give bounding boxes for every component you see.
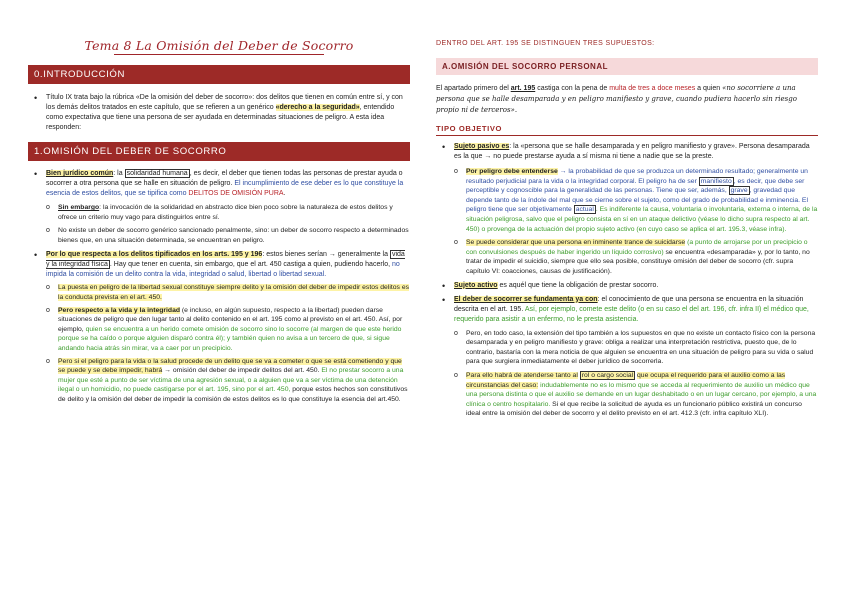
boxed-term: grave bbox=[730, 187, 748, 195]
section-heading-omision: 1.OMISIÓN DEL DEBER DE SOCORRO bbox=[28, 142, 410, 161]
no-existe-text: No existe un deber de socorro genérico sancionado penalmente, sino: un deber de socorro respecto a determinados bienes que, en una situación determinada, se encuentran en peligro. bbox=[58, 227, 409, 244]
intro-text-2: , entendido como expectativa que tiene una persona de ser ayudada en determinadas situaciones de peligro. A esta idea responden: bbox=[46, 104, 395, 131]
deber-fundamento-example: Así, por ejemplo, comete este delito (o en su caso el del art. 196, cfr. infra II) el médico que, requerido para asistir a un enfermo, no le presta asistencia. bbox=[454, 305, 809, 323]
sub-item-rol bbox=[436, 371, 818, 419]
arts-text: : estos bienes serían → generalmente la bbox=[262, 251, 388, 259]
list-item-sujeto-activo bbox=[436, 281, 818, 291]
boxed-term: actual bbox=[575, 206, 594, 214]
deber-fundamento-label: El deber de socorrer se fundamenta ya con bbox=[454, 295, 598, 303]
list-item-intro bbox=[28, 93, 410, 133]
apartado-pena: multa de tres a doce meses bbox=[609, 85, 696, 92]
libertad-sexual-text: La puesta en peligro de la libertad sexual constituye siempre delito y la omisión del deber de impedir estos delitos es la conducta prevista en el art. 450. bbox=[58, 284, 409, 301]
boxed-term: manifiesto bbox=[700, 177, 732, 185]
apartado-text-3: a quien bbox=[697, 85, 721, 92]
peligro-delito-text: → omisión del deber de impedir delitos del art. 450. bbox=[162, 367, 320, 375]
peligro-delito-label: Pero si el peligro para la vida o la salud procede de un delito que se va a cometer o que se está cometiendo y que se puede y se debe impedir, habrá bbox=[58, 357, 402, 375]
apartado-quote: «no socorriere a una persona que se halle desamparada y en peligro manifiesto y grave, cuando pudiera hacerlo sin riesgo propio ni de terceros». bbox=[436, 84, 797, 114]
sub-item-sin-embargo bbox=[28, 203, 410, 222]
pero-text: Pero, en todo caso, la extensión del tipo también a los supuestos en que no existe un contacto físico con la persona desamparada y en peligro manifiesto y grave: obliga a realizar una interpretación restrictiva, puesto que, de lo contrario, bastaría con la mera noticia de que alguien se encuentra en una situación de peligro para su vida o salud para que surgiera inmediatamente el deber jurídico de socorrerla. bbox=[466, 329, 816, 366]
peligro-delito-end: porque estos hechos son constitutivos de delito y la omisión del deber de impedir la comisión de estos delitos es lo que constituye la esencia del art.450. bbox=[58, 386, 408, 403]
right-column bbox=[436, 0, 818, 419]
sub-item-pero bbox=[436, 329, 818, 367]
sujeto-pasivo-label: Sujeto pasivo es bbox=[454, 143, 510, 150]
bien-juridico-label: Bien jurídico común bbox=[46, 170, 114, 177]
intro-text-1: Título IX trata bajo la rúbrica «De la omisión del deber de socorro»: dos delitos que tienen en común entre sí, y con los demás delitos tratados en este capítulo, que se refieren a un genérico bbox=[46, 94, 403, 111]
sub-item-peligro-delito bbox=[28, 357, 410, 405]
tipo-objetivo-heading: TIPO OBJETIVO bbox=[436, 124, 818, 136]
sub-item-no-existe bbox=[28, 226, 410, 245]
section-heading-introduccion: 0.INTRODUCCIÓN bbox=[28, 65, 410, 84]
peligro-text-3: , gravedad que depende tanto de la índole del mal que se cierne sobre el sujeto, como del grado de probabilidad e inminencia. El peligro tiene que ser objetivamente bbox=[466, 187, 808, 214]
sub-item-libertad-sexual bbox=[28, 283, 410, 302]
boxed-term: solidaridad humana bbox=[126, 170, 188, 177]
sub-item-suicidio bbox=[436, 238, 818, 276]
deber-fundamento-text: : el conocimiento de que una persona se encuentra en la situación descrita en el art. 195. bbox=[454, 295, 804, 313]
sub-item-peligro bbox=[436, 167, 818, 234]
arts-label: Por lo que respecta a los delitos tipificados en los arts. 195 y 196 bbox=[46, 251, 263, 259]
rol-end: Si el que recibe la solicitud de ayuda es un funcionario público existirá un concurso ideal entre la omisión del deber de socorro y el delito previsto en el art. 412.3 (cfr. infra capítulo XLI). bbox=[466, 400, 802, 418]
section-heading-omision-socorro-personal: A.OMISIÓN DEL SOCORRO PERSONAL bbox=[436, 58, 818, 75]
left-column bbox=[28, 0, 410, 405]
sin-embargo-text: : la invocación de la solidaridad en abstracto dice bien poco sobre la naturaleza de estos delitos y ofrece un criterio muy vago para distinguirlos entre sí. bbox=[58, 204, 393, 221]
suicidio-example: (a punto de arrojarse por un precipicio o con convulsiones después de haber ingerido un líquido corrosivo) bbox=[466, 239, 808, 256]
sub-item-vida-integridad bbox=[28, 306, 410, 354]
sujeto-pasivo-text: : la «persona que se halle desamparada y en peligro manifiesto y grave». Persona desamparada es la que → no puede prestarse ayuda a sí misma ni tiene a nadie que se la preste. bbox=[454, 143, 810, 160]
list-item-bien-juridico: • Bien jurídico común: la solidaridad humana , es decir, el deber que tienen todas las personas de prestar ayuda o socorrer a otra persona que se halle en situación de peligro. El incumplimiento de ese deber es lo que constituye la esencia de estos delitos, que se tipifica como DELITOS DE OMISIÓN PURA. bbox=[28, 169, 410, 199]
rol-text: Para ello habrá de atenderse tanto al bbox=[466, 371, 578, 379]
bien-juridico-blue: El incumplimiento de ese deber es lo que constituye la esencia de estos delitos, que se tipifica como bbox=[46, 180, 404, 197]
peligro-delito-example: El no prestar socorro a una mujer que esté a punto de ser víctima de una agresión sexual, o a alguien que va a ser víctima de una detención ilegal o un homicidio, no puede castigarse por el art. 195, sino por el art. 450, bbox=[58, 367, 404, 394]
apartado-text-1: El apartado primero del bbox=[436, 85, 509, 92]
peligro-text-2: , es decir, que debe ser perceptible y cognoscible para la generalidad de las personas. Tiene que ser, además, bbox=[466, 177, 805, 195]
bien-juridico-text-1: : la bbox=[113, 170, 123, 177]
peligro-label: Por peligro debe entenderse bbox=[466, 168, 558, 175]
boxed-term: rol o cargo social bbox=[581, 371, 634, 379]
rol-text-2: que ocupa el requerido para el auxilio como a las circunstancias del caso: bbox=[466, 371, 786, 389]
page-title: Tema 8 La Omisión del Deber de Socorro bbox=[28, 38, 410, 54]
list-item-sujeto-pasivo bbox=[436, 142, 818, 162]
vida-integridad-example: quien se encuentra a un herido comete omisión de socorro sino lo socorre (al margen de que este herido porque se ha caído o porque alguien disparó contra él); y también quien no avisa a un tercero de que, si sigue andando hacia atrás sin mirar, va a caer por un precipicio. bbox=[58, 325, 402, 352]
arts-blue: no impida la comisión de un delito contra la vida, integridad o salud, libertad o libertad sexual. bbox=[46, 261, 400, 279]
supuestos-intro: DENTRO DEL ART. 195 SE DISTINGUEN TRES SUPUESTOS: bbox=[436, 40, 655, 47]
sin-embargo-label: Sin embargo bbox=[58, 204, 100, 211]
vida-integridad-text: (e incluso, en algún supuesto, respecto a la libertad) pueden darse situaciones de peligro que den lugar tanto al delito contenido en el art. 195 como al previsto en el art. 450. Así, por ejemplo, bbox=[58, 306, 403, 333]
suicidio-text-2: se encuentra «desamparada» y, por lo tanto, no tratar de impedir el suicidio, siempre que ello sea posible, constituye omisión del deber de socorro (cfr. supra capítulo VI: coacciones, causas de justificación). bbox=[466, 248, 810, 275]
sujeto-activo-label: Sujeto activo bbox=[454, 281, 498, 289]
arts-text-2: . Hay que tener en cuenta, sin embargo, que el art. 450 castiga a quien, pudiendo hacerlo, bbox=[109, 261, 391, 269]
intro-highlight: «derecho a la seguridad» bbox=[275, 104, 360, 111]
peligro-text: → la probabilidad de que se produzca un determinado resultado; generalmente un resultado perjudicial para la vida o la integridad corporal. El peligro ha de ser bbox=[466, 168, 808, 185]
bien-juridico-red: DELITOS DE OMISIÓN PURA bbox=[188, 190, 284, 197]
suicidio-text: Se puede considerar que una persona en inminente trance de suicidarse bbox=[466, 239, 686, 247]
bien-juridico-text-2: , es decir, el deber que tienen todas las personas de prestar ayuda o socorrer a otra persona que se halle en situación de peligro. bbox=[46, 170, 403, 187]
vida-integridad-label: Pero respecto a la vida y la integridad bbox=[58, 306, 181, 314]
sujeto-activo-text: es aquél que tiene la obligación de prestar socorro. bbox=[499, 281, 659, 289]
rol-example: indudablemente no es lo mismo que se acceda al requerimiento de auxilio un médico que una persona distinta o que el auxilio se demande en un lugar deshabitado o en un lugar cercano, por ejemplo, a una clínica o centro hospitalario. bbox=[466, 381, 817, 408]
list-item-deber-fundamento bbox=[436, 295, 818, 325]
apartado-paragraph bbox=[436, 83, 818, 116]
list-item-arts bbox=[28, 250, 410, 280]
boxed-term: vida y la integridad física bbox=[46, 251, 405, 269]
apartado-text-2: castiga con la pena de bbox=[537, 85, 608, 92]
peligro-example: . Es indiferente la causa, voluntaria o involuntaria, externa o interna, de la situación peligrosa, salvo que el peligro consista en sí en un ataque delictivo (véase lo dicho supra respecto al art. 450) o provenga de la actuación del propio sujeto activo (en cuyo caso se aplica el art. 195.3, véase infra). bbox=[466, 206, 818, 233]
apartado-art: art. 195 bbox=[510, 85, 536, 92]
